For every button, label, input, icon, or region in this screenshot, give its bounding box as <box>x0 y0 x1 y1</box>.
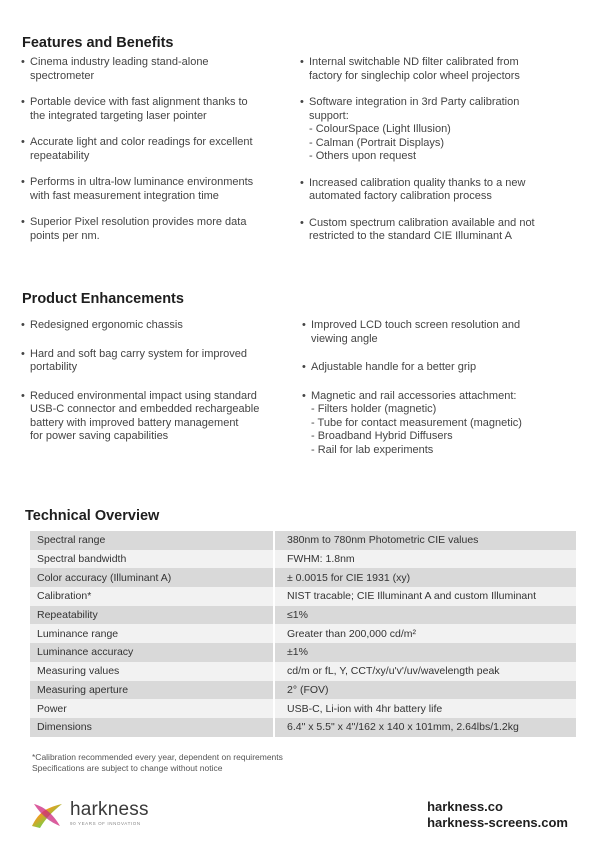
bullet-line: Improved LCD touch screen resolution and <box>311 319 521 331</box>
bullet-item <box>21 216 291 243</box>
bullet-line: Hard and soft bag carry system for improved <box>30 347 248 360</box>
bullet-line: for power saving capabilities <box>30 430 169 442</box>
bullet-icon: • <box>21 347 25 360</box>
harkness-logo-mark-icon <box>30 800 64 830</box>
spec-value: ≤1% <box>274 606 576 625</box>
bullet-icon: • <box>300 56 304 68</box>
brand-tagline: 90 YEARS OF INNOVATION <box>70 821 141 826</box>
bullet-line: - Broadband Hybrid Diffusers <box>311 430 453 442</box>
brand-name: harkness <box>70 799 149 820</box>
spec-label: Luminance range <box>30 624 274 643</box>
bullet-line: Portable device with fast alignment thanks to <box>30 96 248 108</box>
spec-value: 380nm to 780nm Photometric CIE values <box>274 531 576 550</box>
spec-value: ±1% <box>274 643 576 662</box>
table-row <box>30 681 576 700</box>
bullet-icon: • <box>300 176 304 189</box>
bullet-icon: • <box>300 96 304 108</box>
footnote <box>32 752 283 774</box>
bullet-line: viewing angle <box>311 332 378 345</box>
technical-title: Technical Overview <box>25 508 160 524</box>
table-row <box>30 531 576 550</box>
bullet-item <box>21 136 291 163</box>
bullet-line: Increased calibration quality thanks to a new <box>309 176 526 189</box>
footnote-calibration: *Calibration recommended every year, dependent on requirements <box>32 752 283 762</box>
technical-table <box>30 531 576 737</box>
bullet-line: battery with improved battery management <box>30 416 239 429</box>
bullet-icon: • <box>302 361 306 373</box>
bullet-item <box>302 390 587 458</box>
bullet-line: USB-C connector and embedded rechargeable <box>30 403 260 415</box>
bullet-item <box>21 390 291 444</box>
table-row <box>30 587 576 606</box>
spec-value: 6.4" x 5.5" x 4"/162 x 140 x 101mm, 2.64lbs/1.2kg <box>274 718 576 737</box>
enhancements-right-column <box>302 319 587 472</box>
spec-value: cd/m or fL, Y, CCT/xy/u'v'/uv/wavelength peak <box>274 662 576 681</box>
site-harkness-co[interactable]: harkness.co <box>427 799 503 814</box>
table-row <box>30 699 576 718</box>
bullet-line: Accurate light and color readings for excellent <box>30 136 253 148</box>
bullet-item <box>21 56 291 83</box>
spec-label: Spectral bandwidth <box>30 550 274 569</box>
bullet-line: - Tube for contact measurement (magnetic) <box>311 416 522 429</box>
bullet-line: automated factory calibration process <box>309 190 492 202</box>
spec-value: NIST tracable; CIE Illuminant A and custom Illuminant <box>274 587 576 606</box>
bullet-line: Reduced environmental impact using standard <box>30 389 257 402</box>
bullet-item <box>21 319 291 333</box>
bullet-line: spectrometer <box>30 69 95 82</box>
bullet-icon: • <box>21 136 25 148</box>
spec-value: 2° (FOV) <box>274 681 576 700</box>
bullet-item <box>302 319 587 346</box>
bullet-icon: • <box>21 389 25 402</box>
bullet-icon: • <box>21 319 25 331</box>
bullet-line: factory for singlechip color wheel projectors <box>309 69 520 82</box>
table-row <box>30 568 576 587</box>
bullet-item <box>300 56 585 83</box>
bullet-icon: • <box>21 56 25 68</box>
spec-label: Power <box>30 699 274 718</box>
bullet-line: restricted to the standard CIE Illuminant A <box>309 230 512 242</box>
bullet-line: Adjustable handle for a better grip <box>311 361 477 373</box>
bullet-item <box>300 217 585 244</box>
features-title: Features and Benefits <box>22 35 174 51</box>
bullet-line: Cinema industry leading stand-alone <box>30 56 209 68</box>
bullet-line: repeatability <box>30 149 90 162</box>
bullet-item <box>300 96 585 164</box>
footnote-specs: Specifications are subject to change without notice <box>32 763 223 773</box>
bullet-line: with fast measurement integration time <box>30 189 219 202</box>
spec-label: Spectral range <box>30 531 274 550</box>
bullet-line: - Others upon request <box>309 150 417 162</box>
spec-value: ± 0.0015 for CIE 1931 (xy) <box>274 568 576 587</box>
bullet-item <box>302 361 587 375</box>
enhancements-title: Product Enhancements <box>22 291 184 307</box>
features-right-column <box>300 56 585 257</box>
bullet-line: - Filters holder (magnetic) <box>311 403 437 415</box>
spec-label: Calibration* <box>30 587 274 606</box>
bullet-line: the integrated targeting laser pointer <box>30 109 207 122</box>
bullet-line: Software integration in 3rd Party calibration <box>309 96 520 108</box>
bullet-line: - Rail for lab experiments <box>311 443 434 456</box>
spec-label: Measuring aperture <box>30 681 274 700</box>
bullet-line: support: <box>309 109 349 122</box>
spec-label: Dimensions <box>30 718 274 737</box>
spec-label: Luminance accuracy <box>30 643 274 662</box>
table-row <box>30 550 576 569</box>
spec-value: USB-C, Li-ion with 4hr battery life <box>274 699 576 718</box>
site-harkness-screens[interactable]: harkness-screens.com <box>427 815 568 830</box>
table-row <box>30 606 576 625</box>
bullet-line: Performs in ultra-low luminance environments <box>30 176 254 188</box>
enhancements-left-column <box>21 319 291 459</box>
bullet-line: Superior Pixel resolution provides more data <box>30 216 247 228</box>
bullet-item <box>21 96 291 123</box>
bullet-line: - Calman (Portrait Displays) <box>309 136 445 149</box>
harkness-logo <box>30 799 160 831</box>
bullet-icon: • <box>302 319 306 331</box>
spec-label: Measuring values <box>30 662 274 681</box>
spec-value: Greater than 200,000 cd/m² <box>274 624 576 643</box>
bullet-line: Custom spectrum calibration available and not <box>309 216 535 229</box>
bullet-item <box>21 348 291 375</box>
spec-value: FWHM: 1.8nm <box>274 550 576 569</box>
table-row <box>30 643 576 662</box>
bullet-item <box>300 177 585 204</box>
bullet-line: Magnetic and rail accessories attachment: <box>311 389 517 402</box>
spec-label: Repeatability <box>30 606 274 625</box>
table-row <box>30 718 576 737</box>
bullet-line: points per nm. <box>30 229 100 242</box>
spec-label: Color accuracy (Illuminant A) <box>30 568 274 587</box>
bullet-icon: • <box>21 216 25 228</box>
bullet-icon: • <box>21 176 25 188</box>
table-row <box>30 662 576 681</box>
bullet-line: Redesigned ergonomic chassis <box>30 319 183 331</box>
bullet-icon: • <box>300 216 304 229</box>
features-left-column <box>21 56 291 256</box>
bullet-item <box>21 176 291 203</box>
contact-sites <box>427 799 568 831</box>
bullet-icon: • <box>21 96 25 108</box>
bullet-line: Internal switchable ND filter calibrated from <box>309 56 519 68</box>
table-row <box>30 624 576 643</box>
bullet-icon: • <box>302 389 306 402</box>
bullet-line: - ColourSpace (Light Illusion) <box>309 123 451 135</box>
bullet-line: portability <box>30 361 78 373</box>
